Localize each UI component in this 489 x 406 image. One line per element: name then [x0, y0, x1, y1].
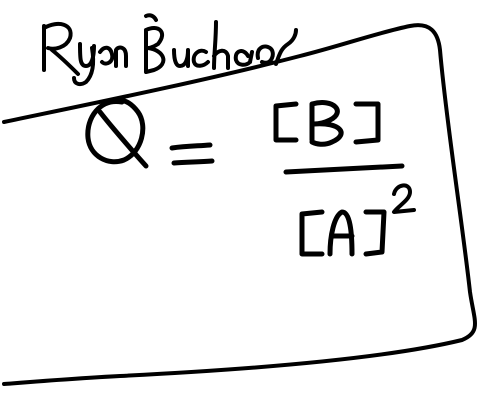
handwritten-title	[44, 15, 296, 84]
exponent-2	[394, 185, 414, 212]
equals-sign	[172, 145, 212, 163]
denominator-a	[302, 212, 384, 254]
fraction-bar	[286, 166, 402, 172]
equation-lhs-q	[88, 100, 146, 166]
numerator-b	[276, 103, 378, 145]
